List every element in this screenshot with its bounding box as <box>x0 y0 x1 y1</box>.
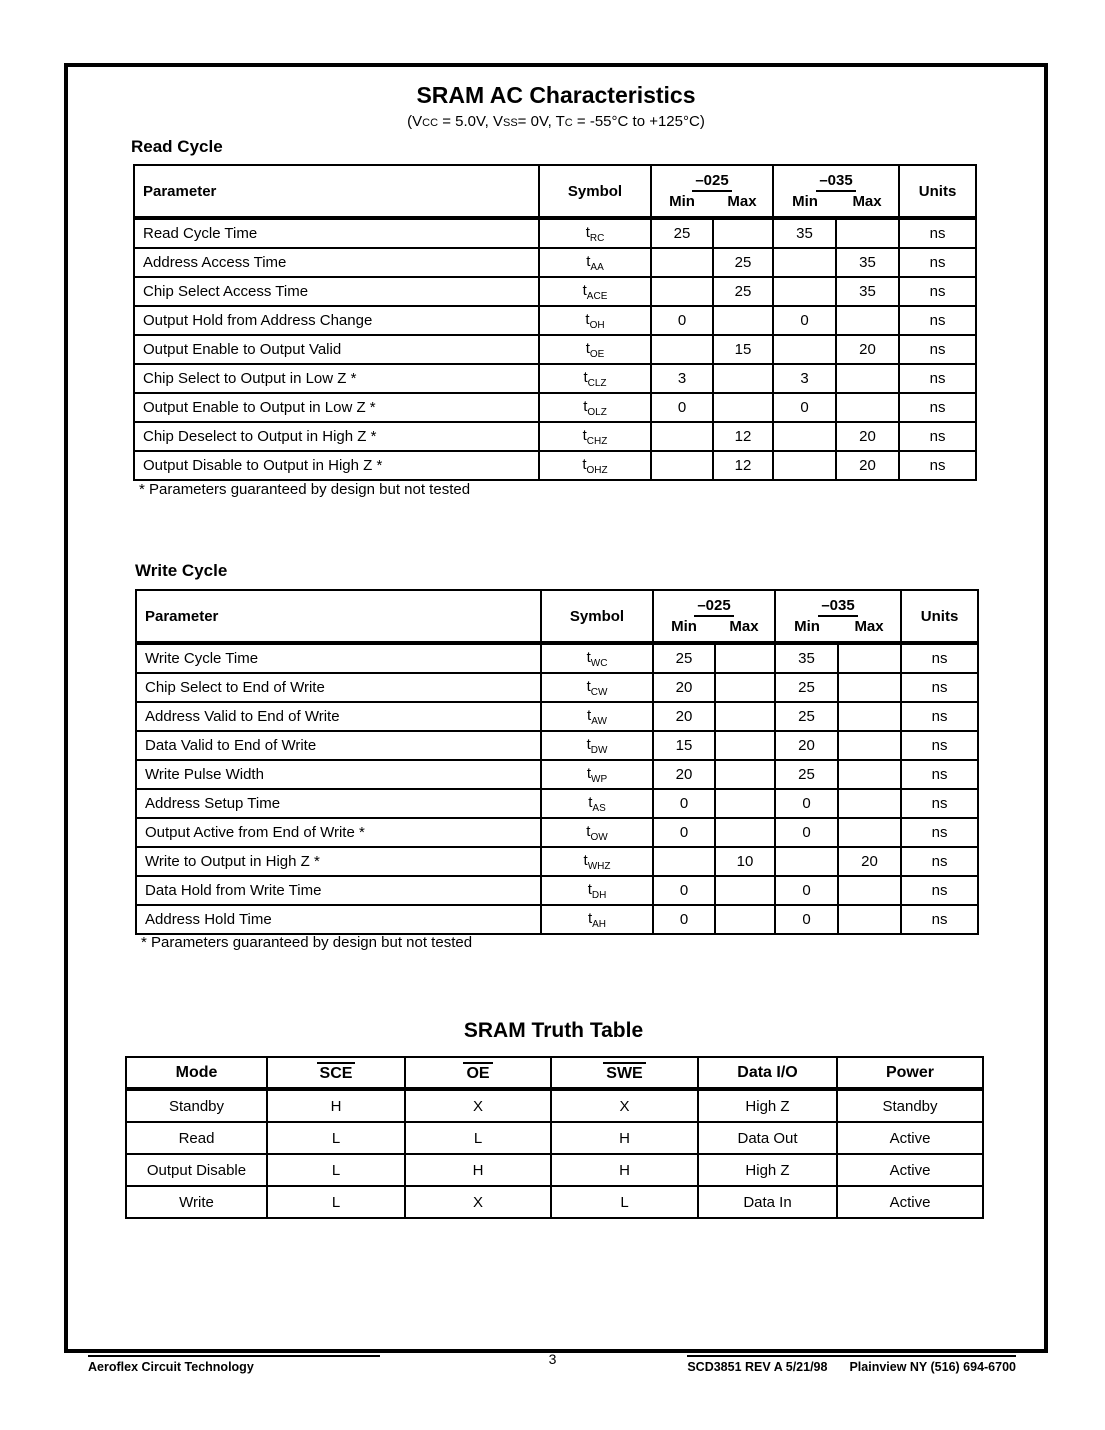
table-row <box>134 306 976 335</box>
symbol-cell <box>541 643 653 673</box>
max-035-cell <box>838 818 901 847</box>
units-cell: ns <box>899 393 976 422</box>
max-025-cell <box>715 673 775 702</box>
units-cell: ns <box>901 847 978 876</box>
max-025-cell: 12 <box>713 422 773 451</box>
min-035-cell: 0 <box>773 393 836 422</box>
min-max-subheader <box>776 618 900 635</box>
units-cell: ns <box>899 335 976 364</box>
parameter-cell: Write to Output in High Z * <box>136 847 541 876</box>
parameter-column-header: Parameter <box>136 590 541 643</box>
max-025-cell <box>713 364 773 393</box>
min-column-header: Min <box>669 193 695 210</box>
symbol-cell <box>539 248 651 277</box>
symbol-subscript: DW <box>590 744 608 756</box>
symbol-base: t <box>586 764 592 782</box>
min-035-cell: 0 <box>775 905 838 934</box>
min-025-cell: 0 <box>653 905 715 934</box>
symbol-base: t <box>582 426 587 444</box>
max-035-cell: 35 <box>836 248 899 277</box>
sce-cell: L <box>267 1154 405 1186</box>
symbol-subscript: DH <box>591 889 607 901</box>
units-cell: ns <box>899 277 976 306</box>
mode-cell: Output Disable <box>126 1154 267 1186</box>
min-035-cell <box>773 422 836 451</box>
table-row <box>136 789 978 818</box>
parameter-cell: Address Hold Time <box>136 905 541 934</box>
parameter-cell: Chip Deselect to Output in High Z * <box>134 422 539 451</box>
table-row <box>136 760 978 789</box>
speed-grade-025-header <box>653 590 775 643</box>
min-035-cell: 0 <box>775 818 838 847</box>
symbol-cell <box>539 335 651 364</box>
speed-grade-025-header <box>651 165 773 218</box>
column-header-swe <box>551 1057 698 1089</box>
table-row <box>126 1122 983 1154</box>
symbol-base: t <box>586 822 591 840</box>
units-cell: ns <box>901 789 978 818</box>
min-025-cell: 20 <box>653 760 715 789</box>
max-025-cell: 15 <box>713 335 773 364</box>
truth-table-title: SRAM Truth Table <box>463 1019 644 1042</box>
symbol-base: t <box>586 735 591 753</box>
max-035-cell <box>838 789 901 818</box>
min-035-cell: 25 <box>775 702 838 731</box>
units-cell: ns <box>899 218 976 248</box>
table-row <box>136 847 978 876</box>
min-025-cell <box>653 847 715 876</box>
column-header-oe <box>405 1057 551 1089</box>
power-cell: Active <box>837 1154 983 1186</box>
symbol-base: t <box>586 648 591 666</box>
oe-cell: X <box>405 1186 551 1218</box>
column-header-mode <box>126 1057 267 1089</box>
symbol-base: t <box>587 909 593 927</box>
min-025-cell: 0 <box>651 393 713 422</box>
max-035-cell <box>838 760 901 789</box>
max-025-cell <box>715 702 775 731</box>
parameter-column-header: Parameter <box>134 165 539 218</box>
symbol-base: t <box>587 706 592 724</box>
units-cell: ns <box>899 248 976 277</box>
symbol-subscript: AA <box>590 261 604 273</box>
subtitle-text: = 5.0V, V <box>438 113 503 130</box>
min-035-cell <box>773 277 836 306</box>
column-label: Mode <box>175 1063 218 1081</box>
table-row <box>134 277 976 306</box>
symbol-base: t <box>585 223 590 241</box>
parameter-cell: Output Hold from Address Change <box>134 306 539 335</box>
min-025-cell: 3 <box>651 364 713 393</box>
symbol-cell <box>541 876 653 905</box>
parameter-cell: Write Cycle Time <box>136 643 541 673</box>
read-cycle-heading: Read Cycle <box>131 137 223 156</box>
max-035-cell <box>836 393 899 422</box>
overline-signal-label: SWE <box>603 1062 645 1083</box>
max-column-header: Max <box>727 193 757 210</box>
table-row <box>136 905 978 934</box>
symbol-base: t <box>582 455 587 473</box>
min-035-cell: 3 <box>773 364 836 393</box>
parameter-cell: Address Access Time <box>134 248 539 277</box>
symbol-cell <box>541 847 653 876</box>
table-row <box>136 818 978 847</box>
symbol-subscript: WC <box>590 657 608 669</box>
table-row <box>136 673 978 702</box>
subtitle-subscript: C <box>564 117 573 129</box>
subtitle-subscript: SS <box>502 117 518 129</box>
min-025-cell: 0 <box>651 306 713 335</box>
symbol-column-header: Symbol <box>541 590 653 643</box>
min-035-cell: 0 <box>775 876 838 905</box>
min-column-header: Min <box>794 618 820 635</box>
symbol-cell <box>539 218 651 248</box>
units-cell: ns <box>899 364 976 393</box>
oe-cell: L <box>405 1122 551 1154</box>
min-025-cell <box>651 451 713 480</box>
symbol-base: t <box>582 281 587 299</box>
symbol-cell <box>541 818 653 847</box>
footer-doc-ref: SCD3851 REV A 5/21/98 <box>687 1360 828 1374</box>
parameter-cell: Write Pulse Width <box>136 760 541 789</box>
table-row <box>134 393 976 422</box>
max-035-cell <box>838 673 901 702</box>
max-column-header: Max <box>852 193 882 210</box>
min-025-cell: 0 <box>653 789 715 818</box>
parameter-cell: Output Enable to Output Valid <box>134 335 539 364</box>
table-row <box>126 1186 983 1218</box>
sce-cell: L <box>267 1122 405 1154</box>
speed-grade-025-label: –025 <box>692 172 731 192</box>
units-cell: ns <box>901 702 978 731</box>
min-035-cell: 0 <box>773 306 836 335</box>
mode-cell: Read <box>126 1122 267 1154</box>
symbol-cell <box>539 422 651 451</box>
column-header-power <box>837 1057 983 1089</box>
subtitle-text: (V <box>407 113 423 130</box>
units-cell: ns <box>901 876 978 905</box>
max-025-cell <box>715 760 775 789</box>
swe-cell: L <box>551 1186 698 1218</box>
max-025-cell <box>715 789 775 818</box>
symbol-subscript: WP <box>591 773 608 785</box>
max-column-header: Max <box>729 618 759 635</box>
min-column-header: Min <box>792 193 818 210</box>
symbol-cell <box>539 451 651 480</box>
units-cell: ns <box>901 760 978 789</box>
data-io-cell: High Z <box>698 1154 837 1186</box>
units-column-header: Units <box>901 590 978 643</box>
max-035-cell <box>838 702 901 731</box>
max-025-cell: 12 <box>713 451 773 480</box>
min-025-cell: 25 <box>653 643 715 673</box>
symbol-base: t <box>585 339 590 357</box>
symbol-cell <box>541 760 653 789</box>
column-label: Power <box>885 1063 934 1081</box>
max-035-cell: 20 <box>836 422 899 451</box>
max-025-cell <box>715 876 775 905</box>
write-cycle-table <box>135 589 979 935</box>
min-025-cell: 25 <box>651 218 713 248</box>
min-035-cell <box>775 847 838 876</box>
max-025-cell <box>715 731 775 760</box>
power-cell: Active <box>837 1122 983 1154</box>
max-column-header: Max <box>854 618 884 635</box>
mode-cell: Write <box>126 1186 267 1218</box>
units-cell: ns <box>899 451 976 480</box>
max-025-cell: 10 <box>715 847 775 876</box>
table-row <box>126 1089 983 1122</box>
parameter-cell: Read Cycle Time <box>134 218 539 248</box>
max-035-cell <box>838 643 901 673</box>
units-cell: ns <box>901 731 978 760</box>
parameter-cell: Output Enable to Output in Low Z * <box>134 393 539 422</box>
symbol-cell <box>539 364 651 393</box>
max-035-cell <box>836 364 899 393</box>
symbol-subscript: ACE <box>586 290 608 302</box>
min-025-cell <box>651 248 713 277</box>
symbol-cell <box>541 789 653 818</box>
min-025-cell <box>651 277 713 306</box>
data-io-cell: Data In <box>698 1186 837 1218</box>
data-io-cell: Data Out <box>698 1122 837 1154</box>
min-025-cell: 15 <box>653 731 715 760</box>
max-035-cell: 20 <box>838 847 901 876</box>
min-035-cell: 35 <box>773 218 836 248</box>
units-cell: ns <box>901 905 978 934</box>
symbol-subscript: AH <box>592 918 607 930</box>
speed-grade-035-label: –035 <box>818 597 857 617</box>
symbol-base: t <box>583 851 588 869</box>
column-header-sce <box>267 1057 405 1089</box>
symbol-base: t <box>583 397 588 415</box>
power-cell: Active <box>837 1186 983 1218</box>
table-row <box>134 364 976 393</box>
min-035-cell: 0 <box>775 789 838 818</box>
max-035-cell <box>838 876 901 905</box>
symbol-subscript: AW <box>591 715 607 727</box>
symbol-cell <box>541 731 653 760</box>
footer-company: Aeroflex Circuit Technology <box>88 1355 380 1374</box>
symbol-base: t <box>587 880 592 898</box>
read-cycle-table <box>133 164 977 481</box>
symbol-subscript: CW <box>590 686 608 698</box>
units-cell: ns <box>901 818 978 847</box>
max-025-cell <box>715 818 775 847</box>
min-035-cell: 25 <box>775 760 838 789</box>
symbol-cell <box>539 277 651 306</box>
symbol-subscript: CHZ <box>586 435 608 447</box>
max-035-cell <box>838 905 901 934</box>
column-label: Data I/O <box>737 1063 798 1081</box>
max-025-cell <box>715 905 775 934</box>
units-cell: ns <box>899 306 976 335</box>
read-cycle-footnote: * Parameters guaranteed by design but not tested <box>139 481 471 498</box>
page-title: SRAM AC Characteristics <box>416 82 696 108</box>
symbol-subscript: CLZ <box>587 377 607 389</box>
subtitle-subscript: CC <box>422 117 439 129</box>
table-row <box>136 702 978 731</box>
overline-signal-label: SCE <box>317 1062 356 1083</box>
parameter-cell: Chip Select to Output in Low Z * <box>134 364 539 393</box>
write-cycle-heading: Write Cycle <box>135 561 228 580</box>
symbol-cell <box>539 393 651 422</box>
table-header-row <box>136 590 978 643</box>
sram-truth-table <box>125 1056 984 1219</box>
max-035-cell <box>836 306 899 335</box>
parameter-cell: Address Setup Time <box>136 789 541 818</box>
min-025-cell: 0 <box>653 818 715 847</box>
symbol-subscript: OW <box>590 831 608 843</box>
min-025-cell <box>651 422 713 451</box>
oe-cell: H <box>405 1154 551 1186</box>
min-035-cell: 20 <box>775 731 838 760</box>
table-row <box>134 422 976 451</box>
symbol-column-header: Symbol <box>539 165 651 218</box>
symbol-cell <box>541 905 653 934</box>
units-cell: ns <box>899 422 976 451</box>
min-035-cell: 25 <box>775 673 838 702</box>
max-035-cell <box>838 731 901 760</box>
symbol-subscript: OE <box>589 348 605 360</box>
table-row <box>136 731 978 760</box>
min-035-cell <box>773 248 836 277</box>
oe-cell: X <box>405 1089 551 1122</box>
symbol-base: t <box>583 368 588 386</box>
max-035-cell <box>836 218 899 248</box>
max-025-cell <box>715 643 775 673</box>
symbol-subscript: OLZ <box>587 406 607 418</box>
max-035-cell: 35 <box>836 277 899 306</box>
min-035-cell <box>773 451 836 480</box>
power-cell: Standby <box>837 1089 983 1122</box>
min-025-cell <box>651 335 713 364</box>
overline-signal-label: OE <box>463 1062 492 1083</box>
max-025-cell <box>713 218 773 248</box>
table-row <box>134 218 976 248</box>
column-header-data-io <box>698 1057 837 1089</box>
speed-grade-025-label: –025 <box>694 597 733 617</box>
mode-cell: Standby <box>126 1089 267 1122</box>
table-row <box>136 876 978 905</box>
symbol-base: t <box>588 793 593 811</box>
min-column-header: Min <box>671 618 697 635</box>
subtitle-text: = 0V, T <box>517 113 565 130</box>
max-025-cell: 25 <box>713 248 773 277</box>
min-035-cell: 35 <box>775 643 838 673</box>
min-025-cell: 20 <box>653 702 715 731</box>
footer-location: Plainview NY (516) 694-6700 <box>849 1360 1016 1374</box>
parameter-cell: Output Active from End of Write * <box>136 818 541 847</box>
max-035-cell: 20 <box>836 451 899 480</box>
symbol-cell <box>539 306 651 335</box>
parameter-cell: Chip Select to End of Write <box>136 673 541 702</box>
symbol-cell <box>541 702 653 731</box>
table-header-row <box>134 165 976 218</box>
max-025-cell <box>713 306 773 335</box>
symbol-base: t <box>585 310 590 328</box>
parameter-cell: Output Disable to Output in High Z * <box>134 451 539 480</box>
table-row <box>134 451 976 480</box>
sce-cell: L <box>267 1186 405 1218</box>
parameter-cell: Chip Select Access Time <box>134 277 539 306</box>
units-cell: ns <box>901 673 978 702</box>
speed-grade-035-header <box>773 165 899 218</box>
subtitle-text: = -55°C to +125°C) <box>572 113 705 130</box>
speed-grade-035-label: –035 <box>816 172 855 192</box>
table-row <box>134 248 976 277</box>
symbol-subscript: AS <box>592 802 606 814</box>
footer-doc-info <box>687 1355 1016 1374</box>
min-max-subheader <box>652 193 772 210</box>
max-035-cell: 20 <box>836 335 899 364</box>
min-035-cell <box>773 335 836 364</box>
parameter-cell: Data Hold from Write Time <box>136 876 541 905</box>
table-header-row <box>126 1057 983 1089</box>
parameter-cell: Address Valid to End of Write <box>136 702 541 731</box>
symbol-subscript: RC <box>589 232 605 244</box>
max-025-cell <box>713 393 773 422</box>
units-column-header: Units <box>899 165 976 218</box>
units-cell: ns <box>901 643 978 673</box>
symbol-cell <box>541 673 653 702</box>
parameter-cell: Data Valid to End of Write <box>136 731 541 760</box>
test-conditions <box>64 113 1048 130</box>
swe-cell: X <box>551 1089 698 1122</box>
min-025-cell: 20 <box>653 673 715 702</box>
symbol-subscript: OHZ <box>586 464 608 476</box>
table-row <box>126 1154 983 1186</box>
symbol-subscript: OH <box>589 319 605 331</box>
max-025-cell: 25 <box>713 277 773 306</box>
min-025-cell: 0 <box>653 876 715 905</box>
sce-cell: H <box>267 1089 405 1122</box>
speed-grade-035-header <box>775 590 901 643</box>
symbol-subscript: WHZ <box>587 860 611 872</box>
swe-cell: H <box>551 1154 698 1186</box>
page-number: 3 <box>548 1351 557 1367</box>
swe-cell: H <box>551 1122 698 1154</box>
min-max-subheader <box>654 618 774 635</box>
table-row <box>134 335 976 364</box>
write-cycle-footnote: * Parameters guaranteed by design but not tested <box>141 934 473 951</box>
table-row <box>136 643 978 673</box>
symbol-base: t <box>586 677 591 695</box>
symbol-base: t <box>586 252 591 270</box>
data-io-cell: High Z <box>698 1089 837 1122</box>
min-max-subheader <box>774 193 898 210</box>
